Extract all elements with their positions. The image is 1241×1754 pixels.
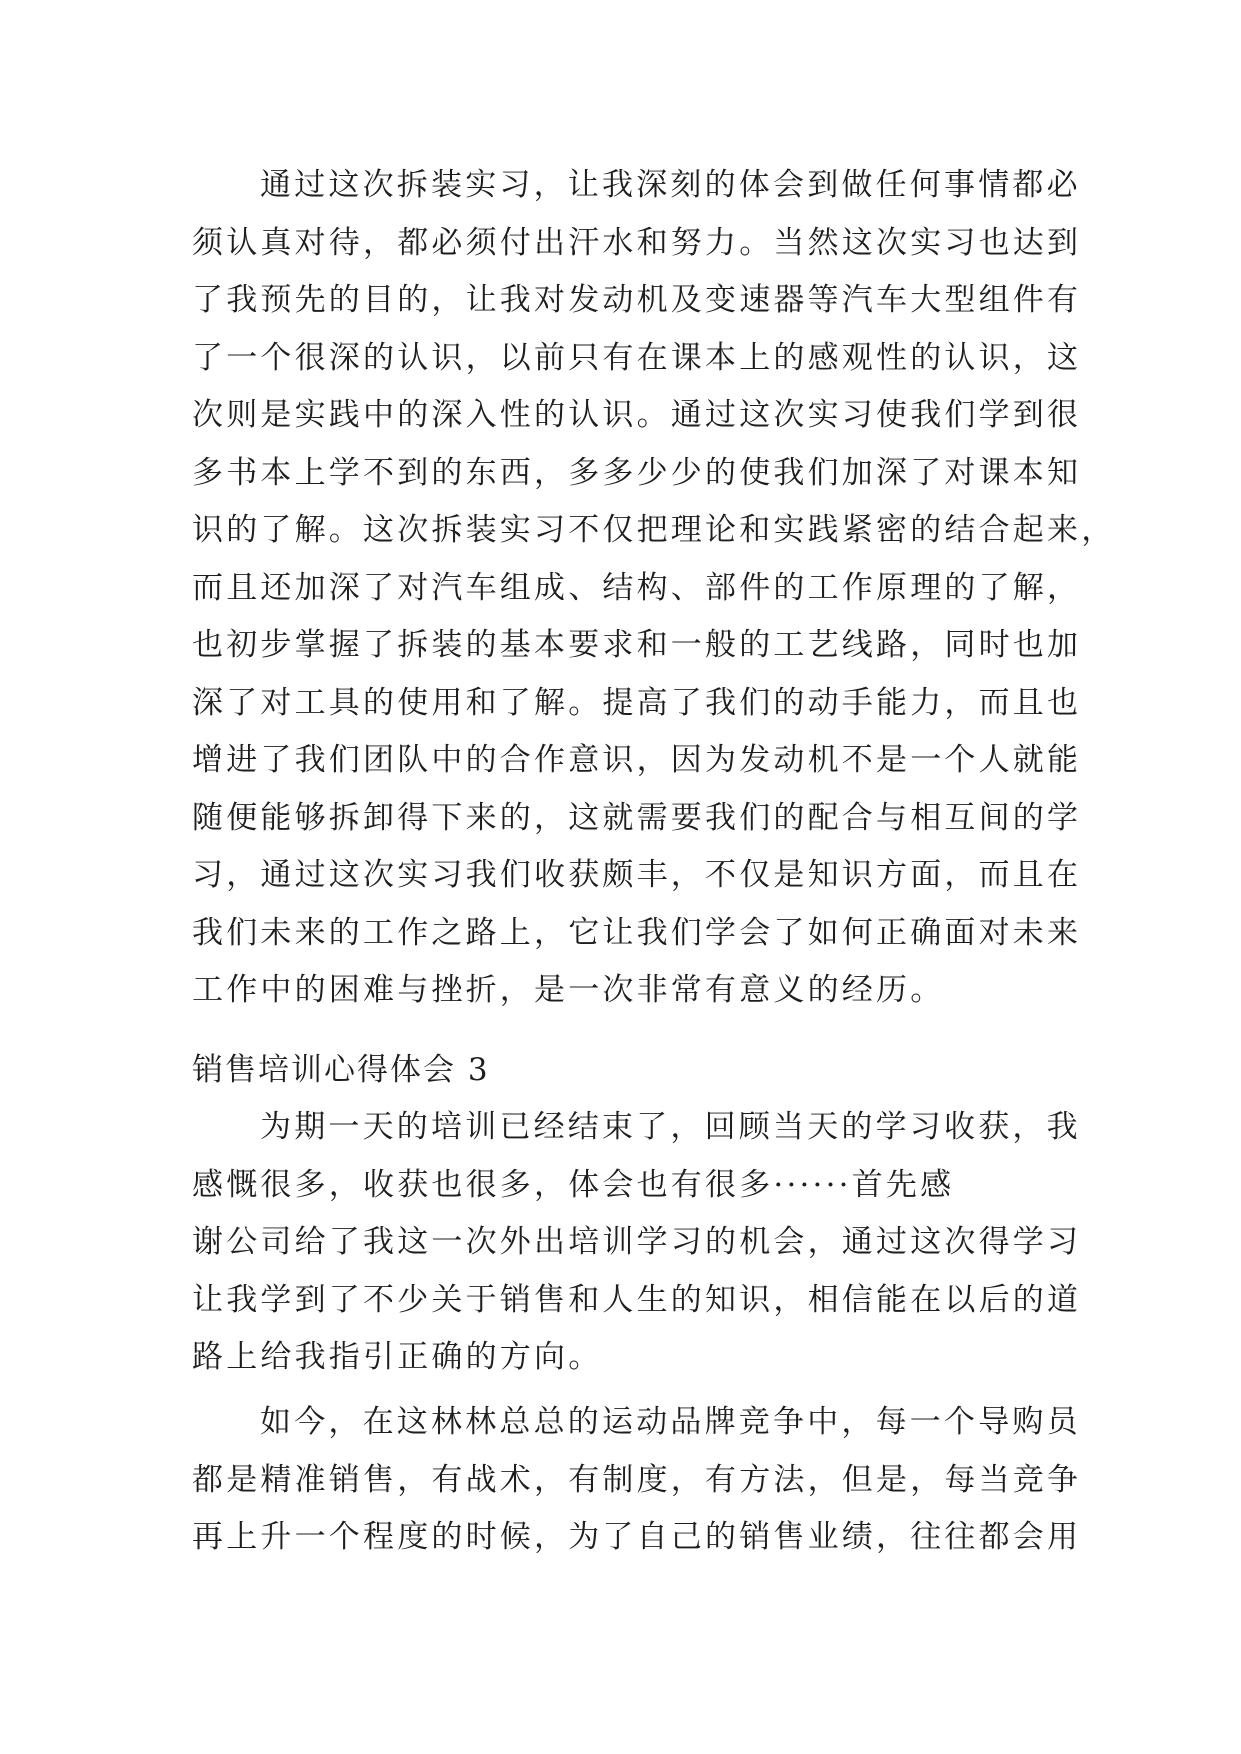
paragraph-line: 路上给我指引正确的方向。	[192, 1339, 603, 1375]
paragraph-line: 谢公司给了我这一次外出培训学习的机会，通过这次得学习	[192, 1224, 1082, 1260]
paragraph-line: 深了对工具的使用和了解。提高了我们的动手能力，而且也	[192, 684, 1082, 721]
paragraph-training-intro	[192, 1099, 1082, 1387]
paragraph-line: 让我学到了不少关于销售和人生的知识，相信能在以后的道	[192, 1281, 1082, 1318]
section-heading: 销售培训心得体会 3	[192, 1052, 490, 1088]
paragraph-line: 随便能够拆卸得下来的，这就需要我们的配合与相互间的学	[192, 799, 1082, 836]
paragraph-line: 识的了解。这次拆装实习不仅把理论和实践紧密的结合起来，	[192, 512, 1116, 548]
paragraph-line: 习，通过这次实习我们收获颇丰，不仅是知识方面，而且在	[192, 857, 1082, 893]
paragraph-internship-reflection	[192, 157, 1116, 1020]
paragraph-line: 增进了我们团队中的合作意识，因为发动机不是一个人就能	[192, 742, 1082, 778]
paragraph-line: 感慨很多，收获也很多，体会也有很多······首先感	[192, 1166, 955, 1203]
paragraph-line: 多书本上学不到的东西，多多少少的使我们加深了对课本知	[192, 454, 1082, 491]
paragraph-line: 须认真对待，都必须付出汗水和努力。当然这次实习也达到	[192, 224, 1082, 261]
paragraph-line: 再上升一个程度的时候，为了自己的销售业绩，往往都会用	[192, 1519, 1082, 1555]
paragraph-line: 如今，在这林林总总的运动品牌竞争中，每一个导购员	[260, 1404, 1081, 1440]
paragraph-line: 工作中的困难与挫折，是一次非常有意义的经历。	[192, 972, 945, 1008]
paragraph-line: 也初步掌握了拆装的基本要求和一般的工艺线路，同时也加	[192, 627, 1082, 663]
paragraph-line: 了我预先的目的，让我对发动机及变速器等汽车大型组件有	[192, 282, 1082, 318]
paragraph-line: 都是精准销售，有战术，有制度，有方法，但是，每当竞争	[192, 1461, 1082, 1498]
paragraph-line: 次则是实践中的深入性的认识。通过这次实习使我们学到很	[192, 397, 1082, 433]
paragraph-line: 通过这次拆装实习，让我深刻的体会到做任何事情都必	[260, 167, 1081, 203]
paragraph-line: 我们未来的工作之路上，它让我们学会了如何正确面对未来	[192, 914, 1082, 951]
paragraph-line: 而且还加深了对汽车组成、结构、部件的工作原理的了解，	[192, 569, 1082, 606]
paragraph-brand-competition	[192, 1394, 1082, 1567]
paragraph-line: 了一个很深的认识，以前只有在课本上的感观性的认识，这	[192, 339, 1082, 376]
paragraph-line: 为期一天的培训已经结束了，回顾当天的学习收获，我	[260, 1109, 1081, 1145]
